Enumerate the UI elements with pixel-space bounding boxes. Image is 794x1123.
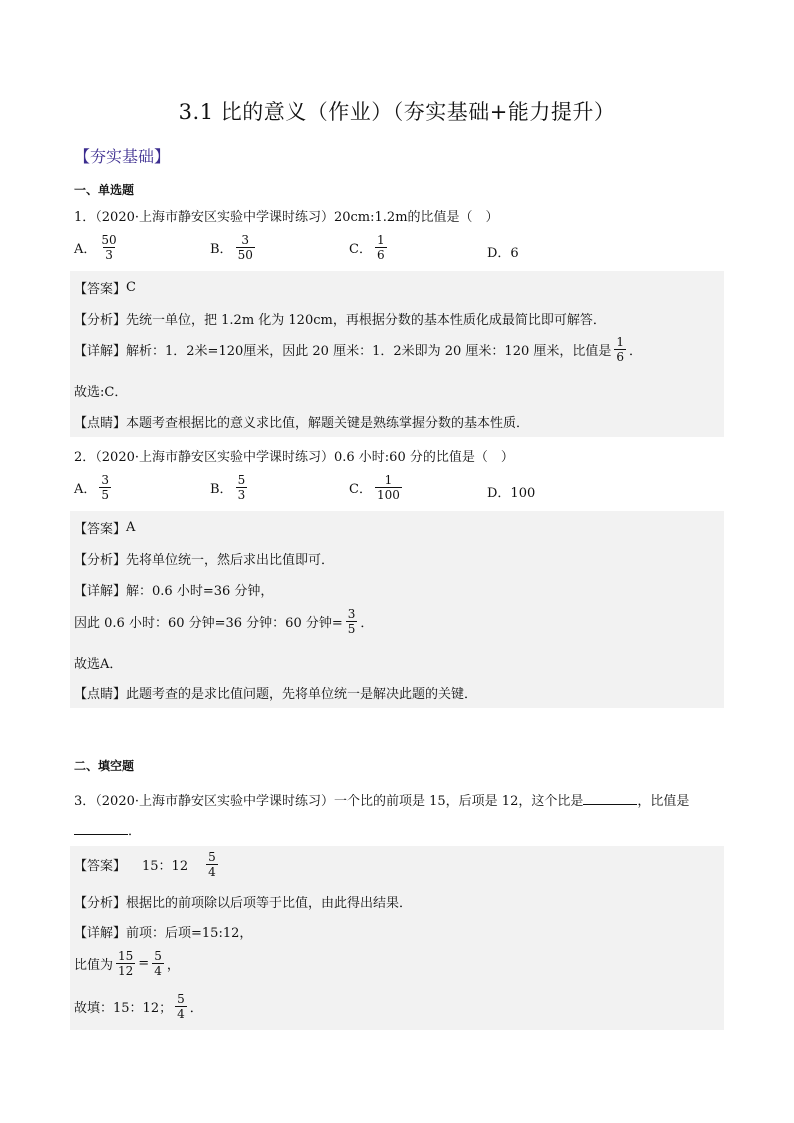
q3-detail-row: [74, 922, 252, 941]
q2-option-b-num: 5: [237, 473, 246, 487]
q2-option-c-label: C．: [349, 482, 372, 497]
q1-comment-row: [74, 412, 529, 431]
q3-solution-box: [70, 846, 724, 1030]
q1-answer-row: [74, 278, 136, 297]
q1-detail-fraction: [614, 335, 626, 364]
q1-comment: 本题考查根据比的意义求比值，解题关键是熟练掌握分数的基本性质．: [126, 416, 530, 431]
q2-detail2-fraction: [346, 607, 358, 636]
q1-option-b-num: 3: [241, 233, 250, 247]
q1-detail-den: 6: [616, 350, 625, 364]
q2-option-c-num: 1: [384, 473, 393, 487]
q2-detail2: 因此 0.6 小时：60 分钟=36 分钟：60 分钟=: [74, 616, 343, 631]
q3-detail2-d1: 12: [118, 964, 134, 978]
q3-detail2-eq: =: [138, 956, 150, 971]
q1-detail-row: [74, 335, 642, 364]
q3-detail-tag: 【详解】: [74, 926, 127, 941]
q1-option-b: [210, 233, 258, 262]
question-2-stem: 2．（2020·上海市静安区实验中学课时练习）0.6 小时:60 分的比值是（ ）: [74, 450, 514, 465]
q3-stem-text: 3．（2020·上海市静安区实验中学课时练习）一个比的前项是 15，后项是 12，这个比是: [74, 794, 584, 809]
q3-analysis: 根据比的前项除以后项等于比值，由此得出结果．: [126, 896, 413, 911]
q2-option-a-label: A．: [74, 482, 97, 497]
q1-solution-box: [70, 271, 724, 437]
q2-comment-row: [74, 683, 477, 702]
q3-blank-value[interactable]: [74, 822, 128, 835]
q1-option-c-label: C．: [349, 242, 372, 257]
q3-stem-mid: ，比值是: [637, 794, 690, 809]
q2-analysis-tag: 【分析】: [74, 553, 127, 568]
q1-detail: 解析：1．2米=120厘米，因此 20 厘米：1．2米即为 20 厘米：120 厘米，比值是: [126, 344, 612, 359]
q2-detail: 解：0.6 小时=36 分钟，: [126, 584, 274, 599]
q3-detail2-fraction-1: [116, 949, 135, 978]
q1-option-c-num: 1: [376, 233, 385, 247]
q2-option-d: D．100: [487, 486, 536, 501]
q3-analysis-row: [74, 892, 412, 911]
q2-option-a: [74, 473, 114, 502]
q3-answer-den: 4: [208, 865, 216, 879]
section-heading-single-choice: 一、单选题: [74, 183, 135, 197]
q1-comment-tag: 【点睛】: [74, 416, 127, 431]
q3-answer-tag: 【答案】: [74, 859, 127, 874]
q2-analysis-row: [74, 549, 334, 568]
q3-analysis-tag: 【分析】: [74, 896, 127, 911]
q3-detail2-n1: 15: [118, 949, 134, 963]
question-3-stem-line2: [74, 820, 141, 839]
q2-option-b-label: B．: [210, 482, 233, 497]
q1-option-d: D．6: [487, 246, 519, 261]
q3-detail: 前项：后项=15:12，: [126, 926, 253, 941]
q3-conclusion-fraction: [175, 992, 187, 1021]
q3-conclusion-den: 4: [177, 1007, 185, 1021]
q1-analysis-tag: 【分析】: [74, 313, 127, 328]
q3-detail2-end: ，: [166, 958, 180, 973]
q1-answer: C: [126, 280, 136, 295]
q3-detail2-n2: 5: [154, 949, 162, 963]
q1-option-a-label: A．: [74, 242, 97, 257]
q2-option-a-den: 5: [101, 488, 110, 502]
q3-blank-ratio[interactable]: [583, 792, 637, 805]
q3-answer-ratio: 15：12: [142, 859, 189, 874]
question-3-stem-line1: [74, 790, 689, 809]
q2-detail-tag: 【详解】: [74, 584, 127, 599]
q2-comment: 此题考查的是求比值问题，先将单位统一是解决此题的关键．: [126, 687, 478, 702]
q2-conclusion: 故选A．: [74, 657, 123, 672]
q2-answer: A: [126, 520, 136, 535]
q2-answer-row: [74, 518, 135, 537]
q1-detail-end: ．: [629, 344, 643, 359]
q3-conclusion-end: ．: [189, 1001, 203, 1016]
q1-option-a-fraction: [99, 233, 118, 262]
q1-option-a-den: 3: [105, 248, 113, 262]
q2-detail2-num: 3: [347, 607, 356, 621]
q3-conclusion: 故填：15：12；: [74, 1001, 173, 1016]
q3-answer-fraction: [206, 850, 218, 879]
q1-answer-tag: 【答案】: [74, 282, 127, 297]
q2-detail2-den: 5: [347, 622, 356, 636]
q1-option-b-den: 50: [237, 248, 253, 262]
q1-detail-tag: 【详解】: [74, 344, 127, 359]
q3-stem-end: ．: [128, 824, 142, 839]
q3-conclusion-num: 5: [177, 992, 185, 1006]
q2-detail2-row: [74, 607, 373, 636]
q1-option-c-den: 6: [376, 248, 385, 262]
q3-conclusion-row: [74, 992, 203, 1021]
q2-detail2-end: ．: [360, 616, 374, 631]
q3-answer-num: 5: [208, 850, 216, 864]
q1-analysis: 先统一单位，把 1.2m 化为 120cm，再根据分数的基本性质化成最简比即可解答．: [126, 313, 606, 328]
q2-answer-tag: 【答案】: [74, 522, 127, 537]
q3-detail2: 比值为: [74, 958, 114, 973]
q3-answer-row: [74, 850, 221, 879]
q2-option-c-den: 100: [376, 488, 400, 502]
q3-detail2-d2: 4: [154, 964, 162, 978]
q1-option-b-fraction: [236, 233, 255, 262]
q2-option-b-fraction: [236, 473, 248, 502]
section-heading-fill-blank: 二、填空题: [74, 759, 135, 773]
q2-option-c-fraction: [375, 473, 402, 502]
part-heading: 【夯实基础】: [74, 147, 171, 166]
q2-option-a-fraction: [99, 473, 111, 502]
q1-option-b-label: B．: [210, 242, 233, 257]
q2-analysis: 先将单位统一，然后求出比值即可．: [126, 553, 335, 568]
page-title: 3.1 比的意义（作业）（夯实基础+能力提升）: [178, 100, 616, 124]
q3-detail2-fraction-2: [152, 949, 164, 978]
q2-comment-tag: 【点睛】: [74, 687, 127, 702]
q2-detail-row: [74, 580, 273, 599]
q2-option-b: [210, 473, 250, 502]
q1-detail-num: 1: [616, 335, 625, 349]
q1-option-c-fraction: [375, 233, 387, 262]
q1-analysis-row: [74, 309, 606, 328]
question-1-stem: 1．（2020·上海市静安区实验中学课时练习）20cm:1.2m的比值是（ ）: [74, 210, 499, 225]
q1-option-a: [74, 233, 122, 262]
q1-conclusion: 故选:C．: [74, 385, 128, 400]
q1-option-c: [349, 233, 390, 262]
q2-solution-box: [70, 511, 724, 708]
q2-option-b-den: 3: [237, 488, 246, 502]
q2-option-a-num: 3: [101, 473, 110, 487]
q3-detail2-row: [74, 949, 180, 978]
q1-option-a-num: 50: [101, 233, 117, 247]
q2-option-c: [349, 473, 405, 502]
